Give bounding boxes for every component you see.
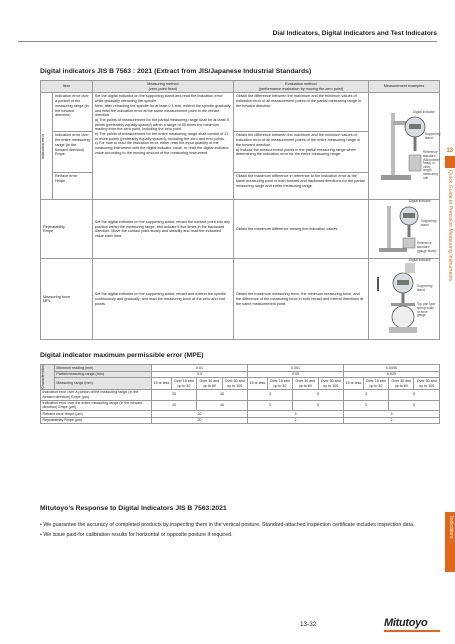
e1-value: 5	[293, 389, 344, 400]
header-method: Measuring method (zero-point fixed)	[92, 81, 233, 93]
method-force-text: Set the digital indicator on the supporting stand, retract and extend the spindle continuously and gradually, and read the measuring force at the zero and end points.	[92, 259, 233, 340]
section-title-mpe: Digital indicator maximum permissible error (MPE)	[40, 352, 204, 359]
header-title: Dial Indicators, Digital Indicators and Test Indicators	[272, 30, 437, 37]
range-cell: Over 30 and up to 60	[197, 378, 222, 389]
section-title-response: Mitutoyo’s Response to Digital Indicators JIS B 7563:2021	[40, 505, 227, 512]
row-entire-label: Indication error over the entire measuring range (in the forward direction) Empe	[52, 132, 92, 173]
e1-value: 5	[389, 389, 440, 400]
row-repeat-label: Repeatability Rmpe	[41, 200, 93, 259]
e2-value: 40	[197, 400, 248, 411]
e1-value: 40	[197, 389, 248, 400]
partial-range-1: 0.5	[152, 371, 248, 378]
e2-value: 5	[293, 400, 344, 411]
indication-method-text: Set the digital indicator on the supporting stand and read the indication error while gradually retracting the spindle. Next, after retracting the spindle for at least 0.1 mm, extend the spindle gradually and read the indication error at the same measurement point in the retract direction. a) The points of measurement for the partial measuring range shall be at least 8 points (preferably equally spaced) within a range of 50 times the minimum reading from the zero point, including the zero point. b) The points of measurement for the entire measuring range shall consist of 11 or more points (preferably equally spaced), including the zero and end points. c) For how to read the indication error, either read the input quantity of the measuring instrument with the digital indicator value, or read the digital indicator value according to the moving amount of the measuring instrument.	[92, 93, 233, 200]
e1-value: 3	[343, 389, 388, 400]
row-e1-label: Indication error over a portion of the measuring range (in the forward direction) Empe (µm)	[41, 389, 152, 400]
min-reading-2: 0.001	[247, 365, 343, 372]
range-cell: Over 60 and up to 100	[414, 378, 440, 389]
row-min-reading-label: Minimum reading (mm)	[54, 365, 151, 372]
note-item: • We guarantee the accuracy of completed products by inspecting them in the vertical posture. Standard-attached inspection certificate includes inspection data.	[40, 522, 415, 528]
eval-partial-text: Obtain the difference between the maximum and the minimum values of indication error of all measurement points of the partial measuring range in the forward direction.	[233, 93, 368, 132]
eval-repeat-text: Obtain the maximum difference among five indication values.	[233, 200, 368, 259]
e2-value: 3	[247, 400, 292, 411]
page-header	[0, 0, 455, 40]
repeat-value: 2	[343, 417, 439, 423]
characteristics-label: Characteristics	[41, 365, 55, 390]
chapter-guide-label: Quick Guide to Precision Measuring Instruments	[447, 170, 453, 282]
row-force-label: Measuring force MPL	[41, 259, 93, 340]
brand-logo: Mitutoyo	[384, 617, 428, 629]
mpe-table	[40, 364, 440, 424]
partial-range-3: 0.025	[343, 371, 439, 378]
section-title-digital-indicators: Digital indicators JIS B 7563 : 2021 (Extract from JIS/Japanese Industrial Standards)	[40, 68, 312, 75]
response-notes	[40, 520, 415, 540]
measuring-force-illustration: Digital indicator Supporting stand Top pan type spring scale or force gauge	[369, 259, 439, 337]
repeat-value: 2	[247, 417, 343, 423]
range-cell: 15 or less	[152, 378, 172, 389]
e2-value: 20	[152, 400, 197, 411]
header-item: Item	[41, 81, 93, 93]
range-cell: 15 or less	[247, 378, 267, 389]
brand-logo-underline	[384, 630, 440, 632]
header-examples: Measurement examples	[368, 81, 439, 93]
range-cell: Over 30 and up to 60	[293, 378, 318, 389]
repeat-value: 20	[152, 417, 248, 423]
eval-force-text: Obtain the maximum measuring force, the minimum measuring force, and the difference of the measuring force in both retract and extend directions at the same measurement point.	[233, 259, 368, 340]
indication-error-group: Indication error	[41, 93, 53, 200]
indication-example-cell	[368, 93, 439, 200]
retrace-value: 3	[343, 411, 439, 417]
page-number: 13-32	[300, 621, 317, 628]
repeat-example-cell	[368, 200, 439, 259]
header-evaluation: Evaluation method (performance evaluation by moving the zero point)	[233, 81, 368, 93]
row-e2-label: Indication error over the entire measuring range (in the forward direction) Empe (µm)	[41, 400, 152, 411]
row-retrace-label: Retrace error Hmpe	[52, 173, 92, 200]
row-range-label: Measuring range (mm)	[54, 378, 151, 389]
e1-value: 3	[247, 389, 292, 400]
force-example-cell	[368, 259, 439, 340]
row-retrace-label: Retrace error Hmpe (µm)	[41, 411, 152, 417]
row-partial-range-label: Partial measuring range (mm)	[54, 371, 151, 378]
range-cell: Over 30 and up to 60	[389, 378, 414, 389]
measuring-force-drawing	[369, 259, 439, 337]
e2-value: 5	[389, 400, 440, 411]
range-cell: Over 60 and up to 100	[318, 378, 343, 389]
range-cell: 15 or less	[343, 378, 363, 389]
min-reading-3: 0.0005	[343, 365, 439, 372]
digital-indicator-standard-table	[40, 80, 440, 340]
range-cell: Over 60 and up to 100	[222, 378, 247, 389]
header-rule	[18, 41, 437, 42]
range-cell: Over 15 and up to 30	[171, 378, 196, 389]
retrace-value: 20	[152, 411, 248, 417]
eval-retrace-text: Obtain the maximum difference in reference to the indication error at the same measuring point in both forward and backward directions for the partial measuring range and entire measuring range.	[233, 173, 368, 200]
indicator-stand-illustration: Digital indicator Supporting stand Reference standard (Micrometer head) or other length measuring unit	[369, 93, 439, 183]
chapter-tab	[445, 156, 455, 168]
e2-value: 3	[343, 400, 388, 411]
eval-entire-text: Obtain the difference between the maximum and the minimum values of indication error of all measurement points of the entire measuring range in the forward direction. a) Include the measurement points in the partial measuring range when determining the indication error for the entire measuring range.	[233, 132, 368, 173]
method-repeat-text: Set the digital indicator on the supporting stand, retract the contact point into any position within the measuring range, and actuate it five times in the backward direction. Move the contact point slowly and steadily and read the indicated value each time.	[92, 200, 233, 259]
e1-value: 20	[152, 389, 197, 400]
chapter-number: 13	[446, 148, 453, 154]
note-item: • We issue paid-for calibration results for horizontal or opposite posture if required.	[40, 532, 233, 538]
repeatability-illustration: Digital indicator Supporting stand Reference standard (gauge block)	[369, 200, 439, 256]
row-partial-label: Indication error over a portion of the measuring range (in the forward direction)	[52, 93, 92, 132]
row-repeat-label: Repeatability Rmpe (µm)	[41, 417, 152, 423]
range-cell: Over 15 and up to 30	[363, 378, 388, 389]
indicators-tab-label: Indicators	[448, 516, 454, 539]
retrace-value: 3	[247, 411, 343, 417]
partial-range-2: 0.05	[247, 371, 343, 378]
min-reading-1: 0.01	[152, 365, 248, 372]
range-cell: Over 15 and up to 30	[267, 378, 292, 389]
